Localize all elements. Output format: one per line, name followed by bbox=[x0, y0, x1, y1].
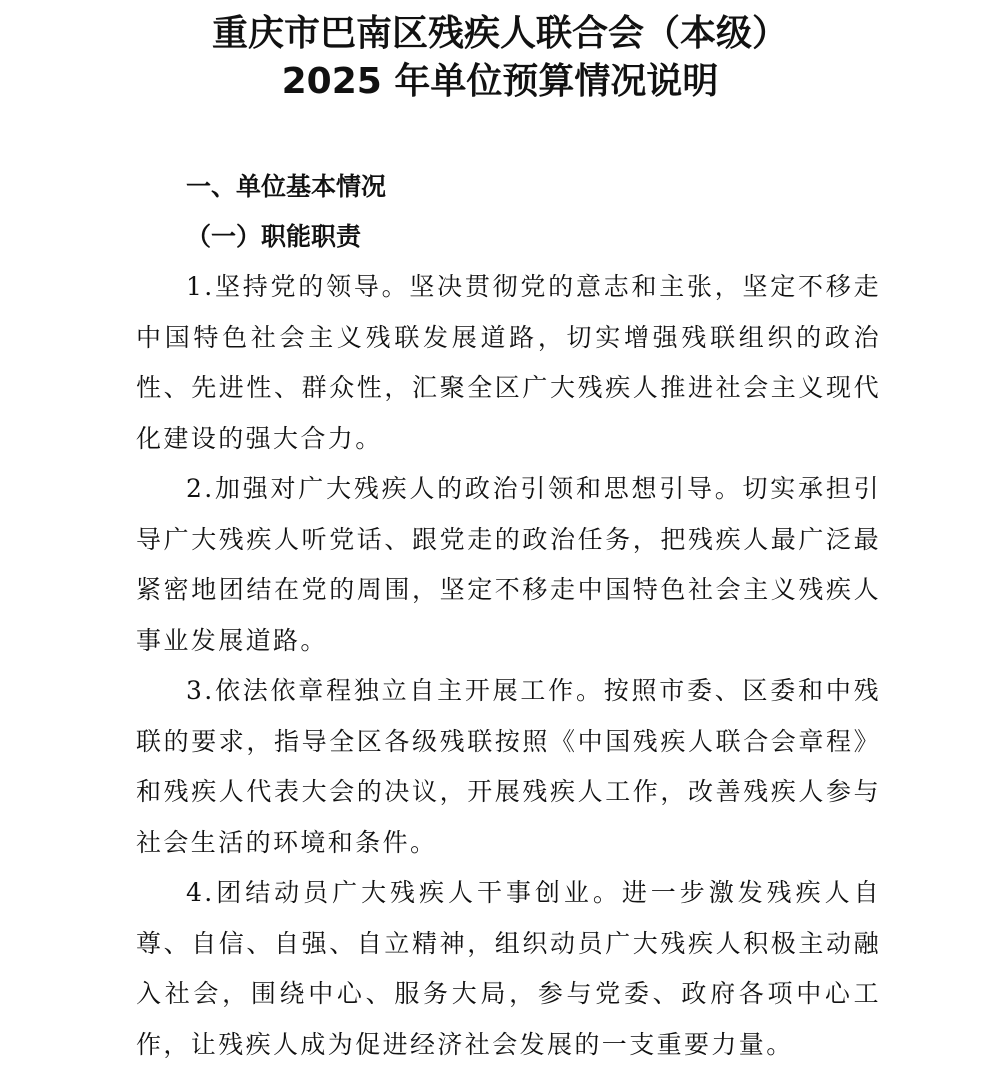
paragraph-duty-2: 2.加强对广大残疾人的政治引领和思想引导。切实承担引导广大残疾人听党话、跟党走的政治任务，把残疾人最广泛最紧密地团结在党的周围，坚定不移走中国特色社会主义残疾人事业发展道路。 bbox=[136, 474, 881, 655]
document-title-line2: 2025 年单位预算情况说明 bbox=[281, 61, 719, 102]
paragraph-duty-4: 4.团结动员广大残疾人干事创业。进一步激发残疾人自尊、自信、自强、自立精神，组织动员广大残疾人积极主动融入社会，围绕中心、服务大局，参与党委、政府各项中心工作，让残疾人成为促进经济社会发展的一支重要力量。 bbox=[136, 878, 881, 1059]
paragraph-duty-3: 3.依法依章程独立自主开展工作。按照市委、区委和中残联的要求，指导全区各级残联按照《中国残疾人联合会章程》和残疾人代表大会的决议，开展残疾人工作，改善残疾人参与社会生活的环境和条件。 bbox=[136, 676, 881, 857]
section-heading: 一、单位基本情况 bbox=[186, 172, 387, 201]
document-title-line1: 重庆市巴南区残疾人联合会（本级） bbox=[211, 13, 788, 54]
paragraph-duty-1: 1.坚持党的领导。坚决贯彻党的意志和主张，坚定不移走中国特色社会主义残联发展道路，切实增强残联组织的政治性、先进性、群众性，汇聚全区广大残疾人推进社会主义现代化建设的强大合力。 bbox=[136, 272, 881, 453]
subsection-heading: （一）职能职责 bbox=[186, 222, 362, 251]
